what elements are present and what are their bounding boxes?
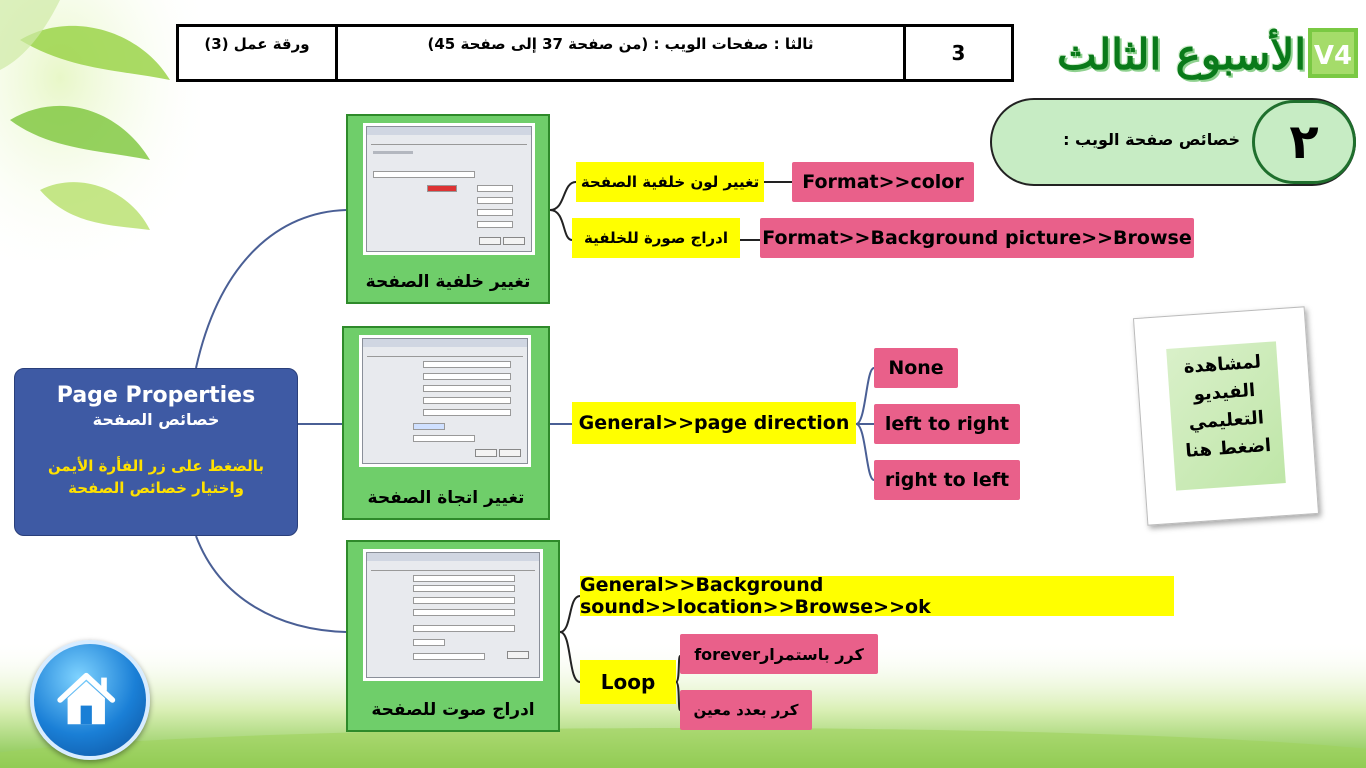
direction-option-none: None [874, 348, 958, 388]
week-title: الأسبوع الثالث [1057, 30, 1306, 79]
home-button[interactable] [30, 640, 150, 760]
change-color-path: Format>>color [792, 162, 974, 202]
direction-card [342, 326, 550, 520]
background-card [346, 114, 550, 304]
video-line-2: الفيديو [1192, 379, 1256, 406]
section-number: ٢ [1252, 100, 1356, 184]
loop-count-option: كرر بعدد معين [680, 690, 812, 730]
center-instruction-1: بالضغط على زر الفأرة الأيمن [47, 457, 265, 475]
v4-logo-text: V4 [1313, 41, 1353, 71]
insert-image-label: ادراج صورة للخلفية [572, 218, 740, 258]
header-table [176, 24, 1014, 82]
sound-caption: ادراج صوت للصفحة [371, 700, 535, 720]
loop-forever-option: كرر باستمرارforever [680, 634, 878, 674]
home-icon [34, 644, 146, 756]
dialog-screenshot-format [366, 126, 532, 252]
sound-card [346, 540, 560, 732]
v4-logo-icon [1308, 28, 1358, 78]
page-properties-box [14, 368, 298, 536]
insert-image-path: Format>>Background picture>>Browse [760, 218, 1194, 258]
direction-caption: تغيير اتجاة الصفحة [367, 488, 525, 508]
direction-option-ltr: left to right [874, 404, 1020, 444]
lesson-number: 3 [903, 27, 1011, 79]
center-title-en: Page Properties [56, 383, 256, 408]
video-line-1: لمشاهدة [1183, 351, 1262, 378]
video-line-4: اضغط هنا [1184, 434, 1272, 462]
topic-label: ثالثا : صفحات الويب : (من صفحة 37 إلى صفحة 45) [335, 27, 903, 79]
center-title-ar: خصائص الصفحة [92, 410, 220, 429]
direction-option-rtl: right to left [874, 460, 1020, 500]
video-line-3: التعليمي [1187, 407, 1265, 434]
center-instruction-2: واختيار خصائص الصفحة [68, 479, 244, 497]
dialog-screenshot-sound [366, 552, 540, 678]
change-color-label: تغيير لون خلفية الصفحة [576, 162, 764, 202]
loop-label: Loop [580, 660, 676, 704]
video-link-card[interactable] [1133, 306, 1319, 525]
worksheet-label: ورقة عمل (3) [204, 35, 310, 53]
dialog-screenshot-general [362, 338, 528, 464]
section-label: خصائص صفحة الويب : [1063, 130, 1240, 149]
background-caption: تغيير خلفية الصفحة [365, 272, 531, 292]
direction-path: General>>page direction [572, 402, 856, 444]
sound-path: General>>Background sound>>location>>Browse>>ok [580, 576, 1174, 616]
